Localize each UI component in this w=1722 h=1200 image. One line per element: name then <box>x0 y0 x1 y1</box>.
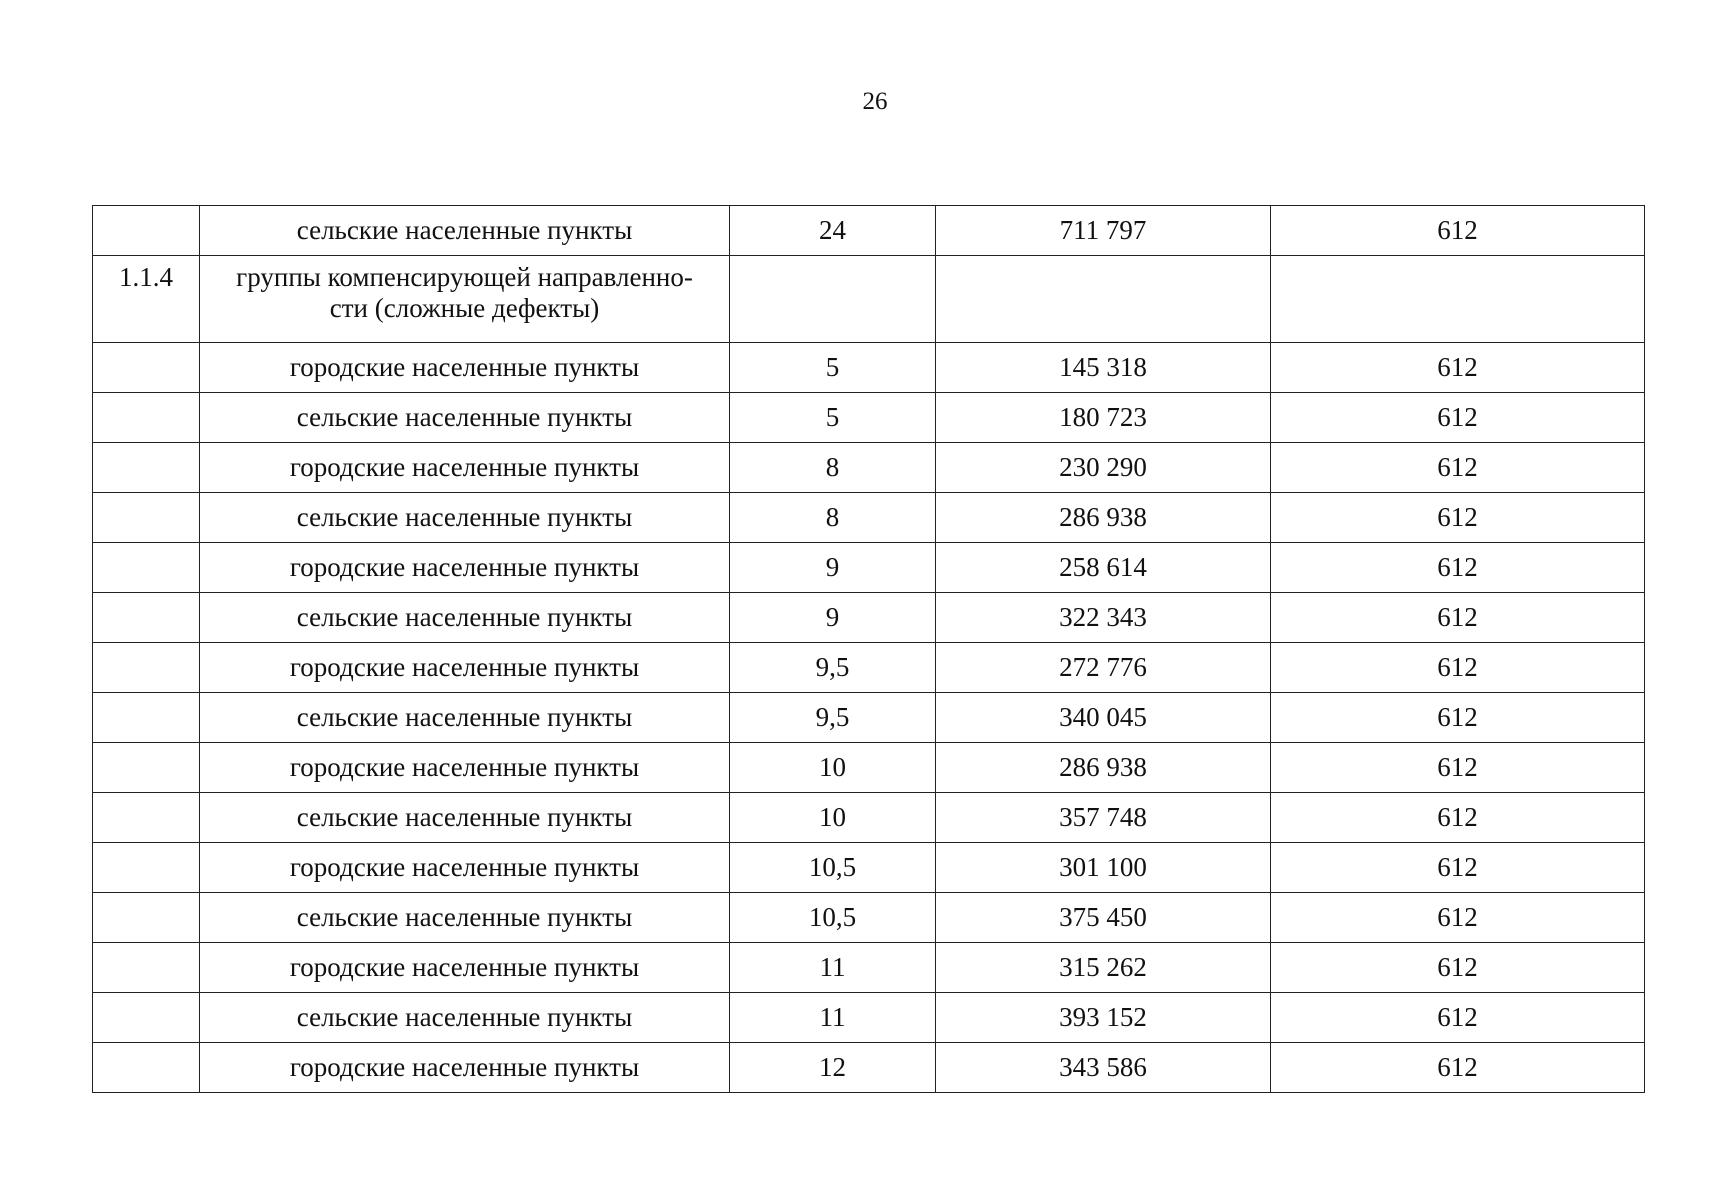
table-row <box>93 843 1645 893</box>
row-name-cell: сельские населенные пункты <box>200 693 730 743</box>
row-col3-cell: 8 <box>730 443 936 493</box>
row-col4-cell: 301 100 <box>936 843 1271 893</box>
row-col3-cell: 10,5 <box>730 843 936 893</box>
row-number-cell <box>93 693 200 743</box>
section-name-cell <box>200 256 730 343</box>
row-col4-cell: 357 748 <box>936 793 1271 843</box>
row-number-cell <box>93 393 200 443</box>
row-number-cell <box>93 493 200 543</box>
row-col3-cell: 9,5 <box>730 643 936 693</box>
row-name-cell: городские населенные пункты <box>200 543 730 593</box>
section-name-line-1: группы компенсирующей направленно- <box>236 262 693 292</box>
row-col4-cell: 286 938 <box>936 493 1271 543</box>
row-col4-cell: 340 045 <box>936 693 1271 743</box>
row-number-cell <box>93 943 200 993</box>
row-number-cell <box>93 543 200 593</box>
row-col4-cell: 258 614 <box>936 543 1271 593</box>
row-number-cell <box>93 743 200 793</box>
row-name-cell: сельские населенные пункты <box>200 493 730 543</box>
row-col5-cell: 612 <box>1271 1043 1645 1093</box>
row-name-cell: городские населенные пункты <box>200 343 730 393</box>
row-col4-cell: 180 723 <box>936 393 1271 443</box>
row-number-cell <box>93 206 200 256</box>
row-name-cell: сельские населенные пункты <box>200 593 730 643</box>
row-name-cell: городские населенные пункты <box>200 643 730 693</box>
row-col5-cell: 612 <box>1271 693 1645 743</box>
table-row <box>93 593 1645 643</box>
row-col3-cell: 24 <box>730 206 936 256</box>
row-number-cell <box>93 643 200 693</box>
section-col3-cell <box>730 256 936 343</box>
row-col5-cell: 612 <box>1271 593 1645 643</box>
table-row <box>93 893 1645 943</box>
row-col5-cell: 612 <box>1271 843 1645 893</box>
row-col3-cell: 10 <box>730 793 936 843</box>
row-name-cell: городские населенные пункты <box>200 843 730 893</box>
row-name-cell: сельские населенные пункты <box>200 893 730 943</box>
section-heading-row <box>93 256 1645 343</box>
row-col5-cell: 612 <box>1271 393 1645 443</box>
row-col4-cell: 286 938 <box>936 743 1271 793</box>
row-col4-cell: 343 586 <box>936 1043 1271 1093</box>
section-col5-cell <box>1271 256 1645 343</box>
table-row <box>93 393 1645 443</box>
row-name-cell: сельские населенные пункты <box>200 393 730 443</box>
row-col3-cell: 12 <box>730 1043 936 1093</box>
table-row <box>93 693 1645 743</box>
row-col3-cell: 10 <box>730 743 936 793</box>
page-number: 26 <box>862 88 888 115</box>
row-name-cell: сельские населенные пункты <box>200 206 730 256</box>
row-col5-cell: 612 <box>1271 543 1645 593</box>
section-number-cell: 1.1.4 <box>93 256 200 343</box>
table-row <box>93 443 1645 493</box>
table-row <box>93 543 1645 593</box>
table-row <box>93 793 1645 843</box>
tariff-table <box>92 205 1645 1093</box>
row-col4-cell: 315 262 <box>936 943 1271 993</box>
row-number-cell <box>93 1043 200 1093</box>
tariff-table-container <box>92 205 1644 1093</box>
row-col3-cell: 9,5 <box>730 693 936 743</box>
row-col5-cell: 612 <box>1271 343 1645 393</box>
table-row <box>93 493 1645 543</box>
section-col4-cell <box>936 256 1271 343</box>
row-col5-cell: 612 <box>1271 993 1645 1043</box>
row-col5-cell: 612 <box>1271 443 1645 493</box>
row-col4-cell: 230 290 <box>936 443 1271 493</box>
row-name-cell: сельские населенные пункты <box>200 993 730 1043</box>
row-col5-cell: 612 <box>1271 893 1645 943</box>
row-number-cell <box>93 893 200 943</box>
table-row <box>93 743 1645 793</box>
row-col5-cell: 612 <box>1271 493 1645 543</box>
row-name-cell: городские населенные пункты <box>200 743 730 793</box>
row-col5-cell: 612 <box>1271 943 1645 993</box>
row-col3-cell: 10,5 <box>730 893 936 943</box>
row-col5-cell: 612 <box>1271 206 1645 256</box>
row-number-cell <box>93 993 200 1043</box>
row-col3-cell: 5 <box>730 343 936 393</box>
table-row <box>93 643 1645 693</box>
row-col4-cell: 711 797 <box>936 206 1271 256</box>
table-row <box>93 1043 1645 1093</box>
row-col4-cell: 322 343 <box>936 593 1271 643</box>
section-name-line-2: сти (сложные дефекты) <box>329 293 600 323</box>
row-col5-cell: 612 <box>1271 743 1645 793</box>
row-name-cell: городские населенные пункты <box>200 1043 730 1093</box>
row-col3-cell: 9 <box>730 593 936 643</box>
row-col3-cell: 9 <box>730 543 936 593</box>
table-row <box>93 343 1645 393</box>
row-col4-cell: 393 152 <box>936 993 1271 1043</box>
row-col5-cell: 612 <box>1271 643 1645 693</box>
row-col4-cell: 272 776 <box>936 643 1271 693</box>
row-name-cell: сельские населенные пункты <box>200 793 730 843</box>
row-name-cell: городские населенные пункты <box>200 943 730 993</box>
row-number-cell <box>93 443 200 493</box>
row-col3-cell: 11 <box>730 993 936 1043</box>
table-row <box>93 206 1645 256</box>
row-col5-cell: 612 <box>1271 793 1645 843</box>
row-col4-cell: 375 450 <box>936 893 1271 943</box>
table-row <box>93 943 1645 993</box>
row-col4-cell: 145 318 <box>936 343 1271 393</box>
row-col3-cell: 5 <box>730 393 936 443</box>
row-col3-cell: 8 <box>730 493 936 543</box>
table-row <box>93 993 1645 1043</box>
row-col3-cell: 11 <box>730 943 936 993</box>
row-name-cell: городские населенные пункты <box>200 443 730 493</box>
row-number-cell <box>93 593 200 643</box>
row-number-cell <box>93 343 200 393</box>
row-number-cell <box>93 843 200 893</box>
row-number-cell <box>93 793 200 843</box>
